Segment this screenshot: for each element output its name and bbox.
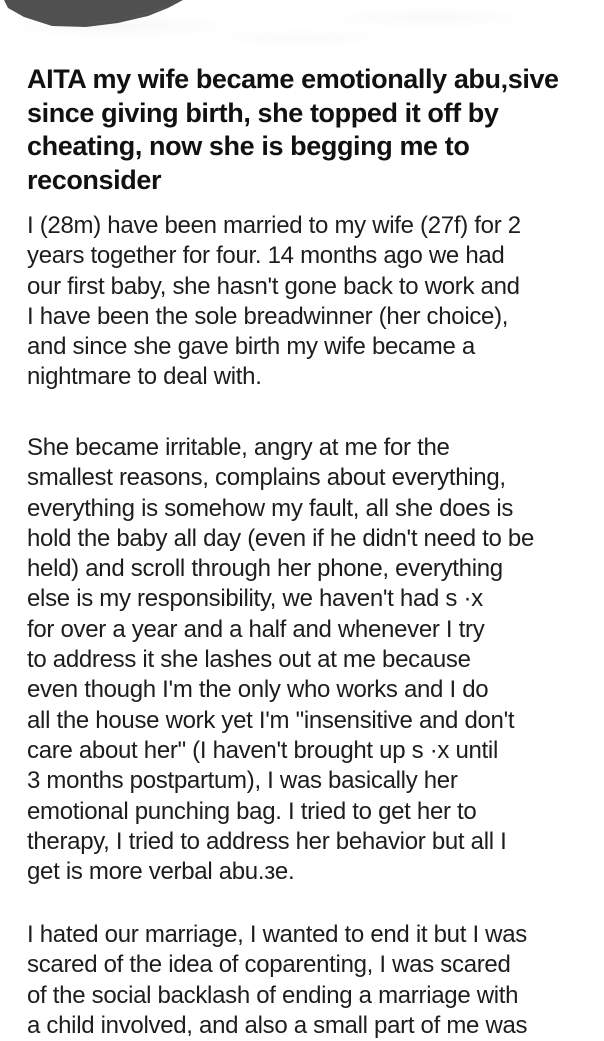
post-title <box>27 63 597 197</box>
body-line: of the social backlash of ending a marriage with <box>27 981 519 1009</box>
body-line: smallest reasons, complains about everything, <box>27 464 506 492</box>
body-line: care about her" (I haven't brought up s ·x until <box>27 736 498 764</box>
body-line: I have been the sole breadwinner (her choice), <box>27 302 509 330</box>
title-line: reconsider <box>27 164 162 195</box>
body-line: years together for four. 14 months ago we had <box>27 242 505 270</box>
body-line: nightmare to deal with. <box>27 363 262 391</box>
body-line: I hated our marriage, I wanted to end it but I was <box>27 921 527 948</box>
body-line: else is my responsibility, we haven't had s ·x <box>27 585 483 613</box>
body-line: all the house work yet I'm "insensitive and don't <box>27 706 515 734</box>
body-line: I (28m) have been married to my wife (27f) for 2 <box>27 212 521 239</box>
background-smudge <box>0 4 604 52</box>
body-line: to address it she lashes out at me because <box>27 646 471 674</box>
title-line: AITA my wife became emotionally abu‚sive <box>27 64 559 94</box>
body-line: and since she gave birth my wife became a <box>27 333 475 361</box>
body-line: held) and scroll through her phone, everything <box>27 555 503 583</box>
body-line: She became irritable, angry at me for the <box>27 434 450 461</box>
title-line: since giving birth, she topped it off by <box>27 97 499 128</box>
body-line: scared of the idea of coparenting, I was scared <box>27 951 511 979</box>
body-line: a child involved, and also a small part of me was <box>27 1011 528 1039</box>
body-line: emotional punching bag. I tried to get her to <box>27 797 477 825</box>
body-line: get is more verbal abu.зe. <box>27 858 295 886</box>
body-line: our first baby, she hasn't gone back to work and <box>27 272 520 300</box>
body-line: everything is somehow my fault, all she does is <box>27 494 514 522</box>
body-line: 3 months postpartum), I was basically her <box>27 767 458 795</box>
body-line: therapy, I tried to address her behavior but all I <box>27 827 507 855</box>
body-line: even though I'm the only who works and I do <box>27 676 489 704</box>
post-paragraph-3 <box>27 920 604 1041</box>
post-paragraph-1 <box>27 211 604 393</box>
body-line: hold the baby all day (even if he didn't need to be <box>27 524 534 552</box>
post-paragraph-2 <box>27 433 604 887</box>
title-line: cheating, now she is begging me to <box>27 131 470 161</box>
body-line: for over a year and a half and whenever I try <box>27 615 485 643</box>
